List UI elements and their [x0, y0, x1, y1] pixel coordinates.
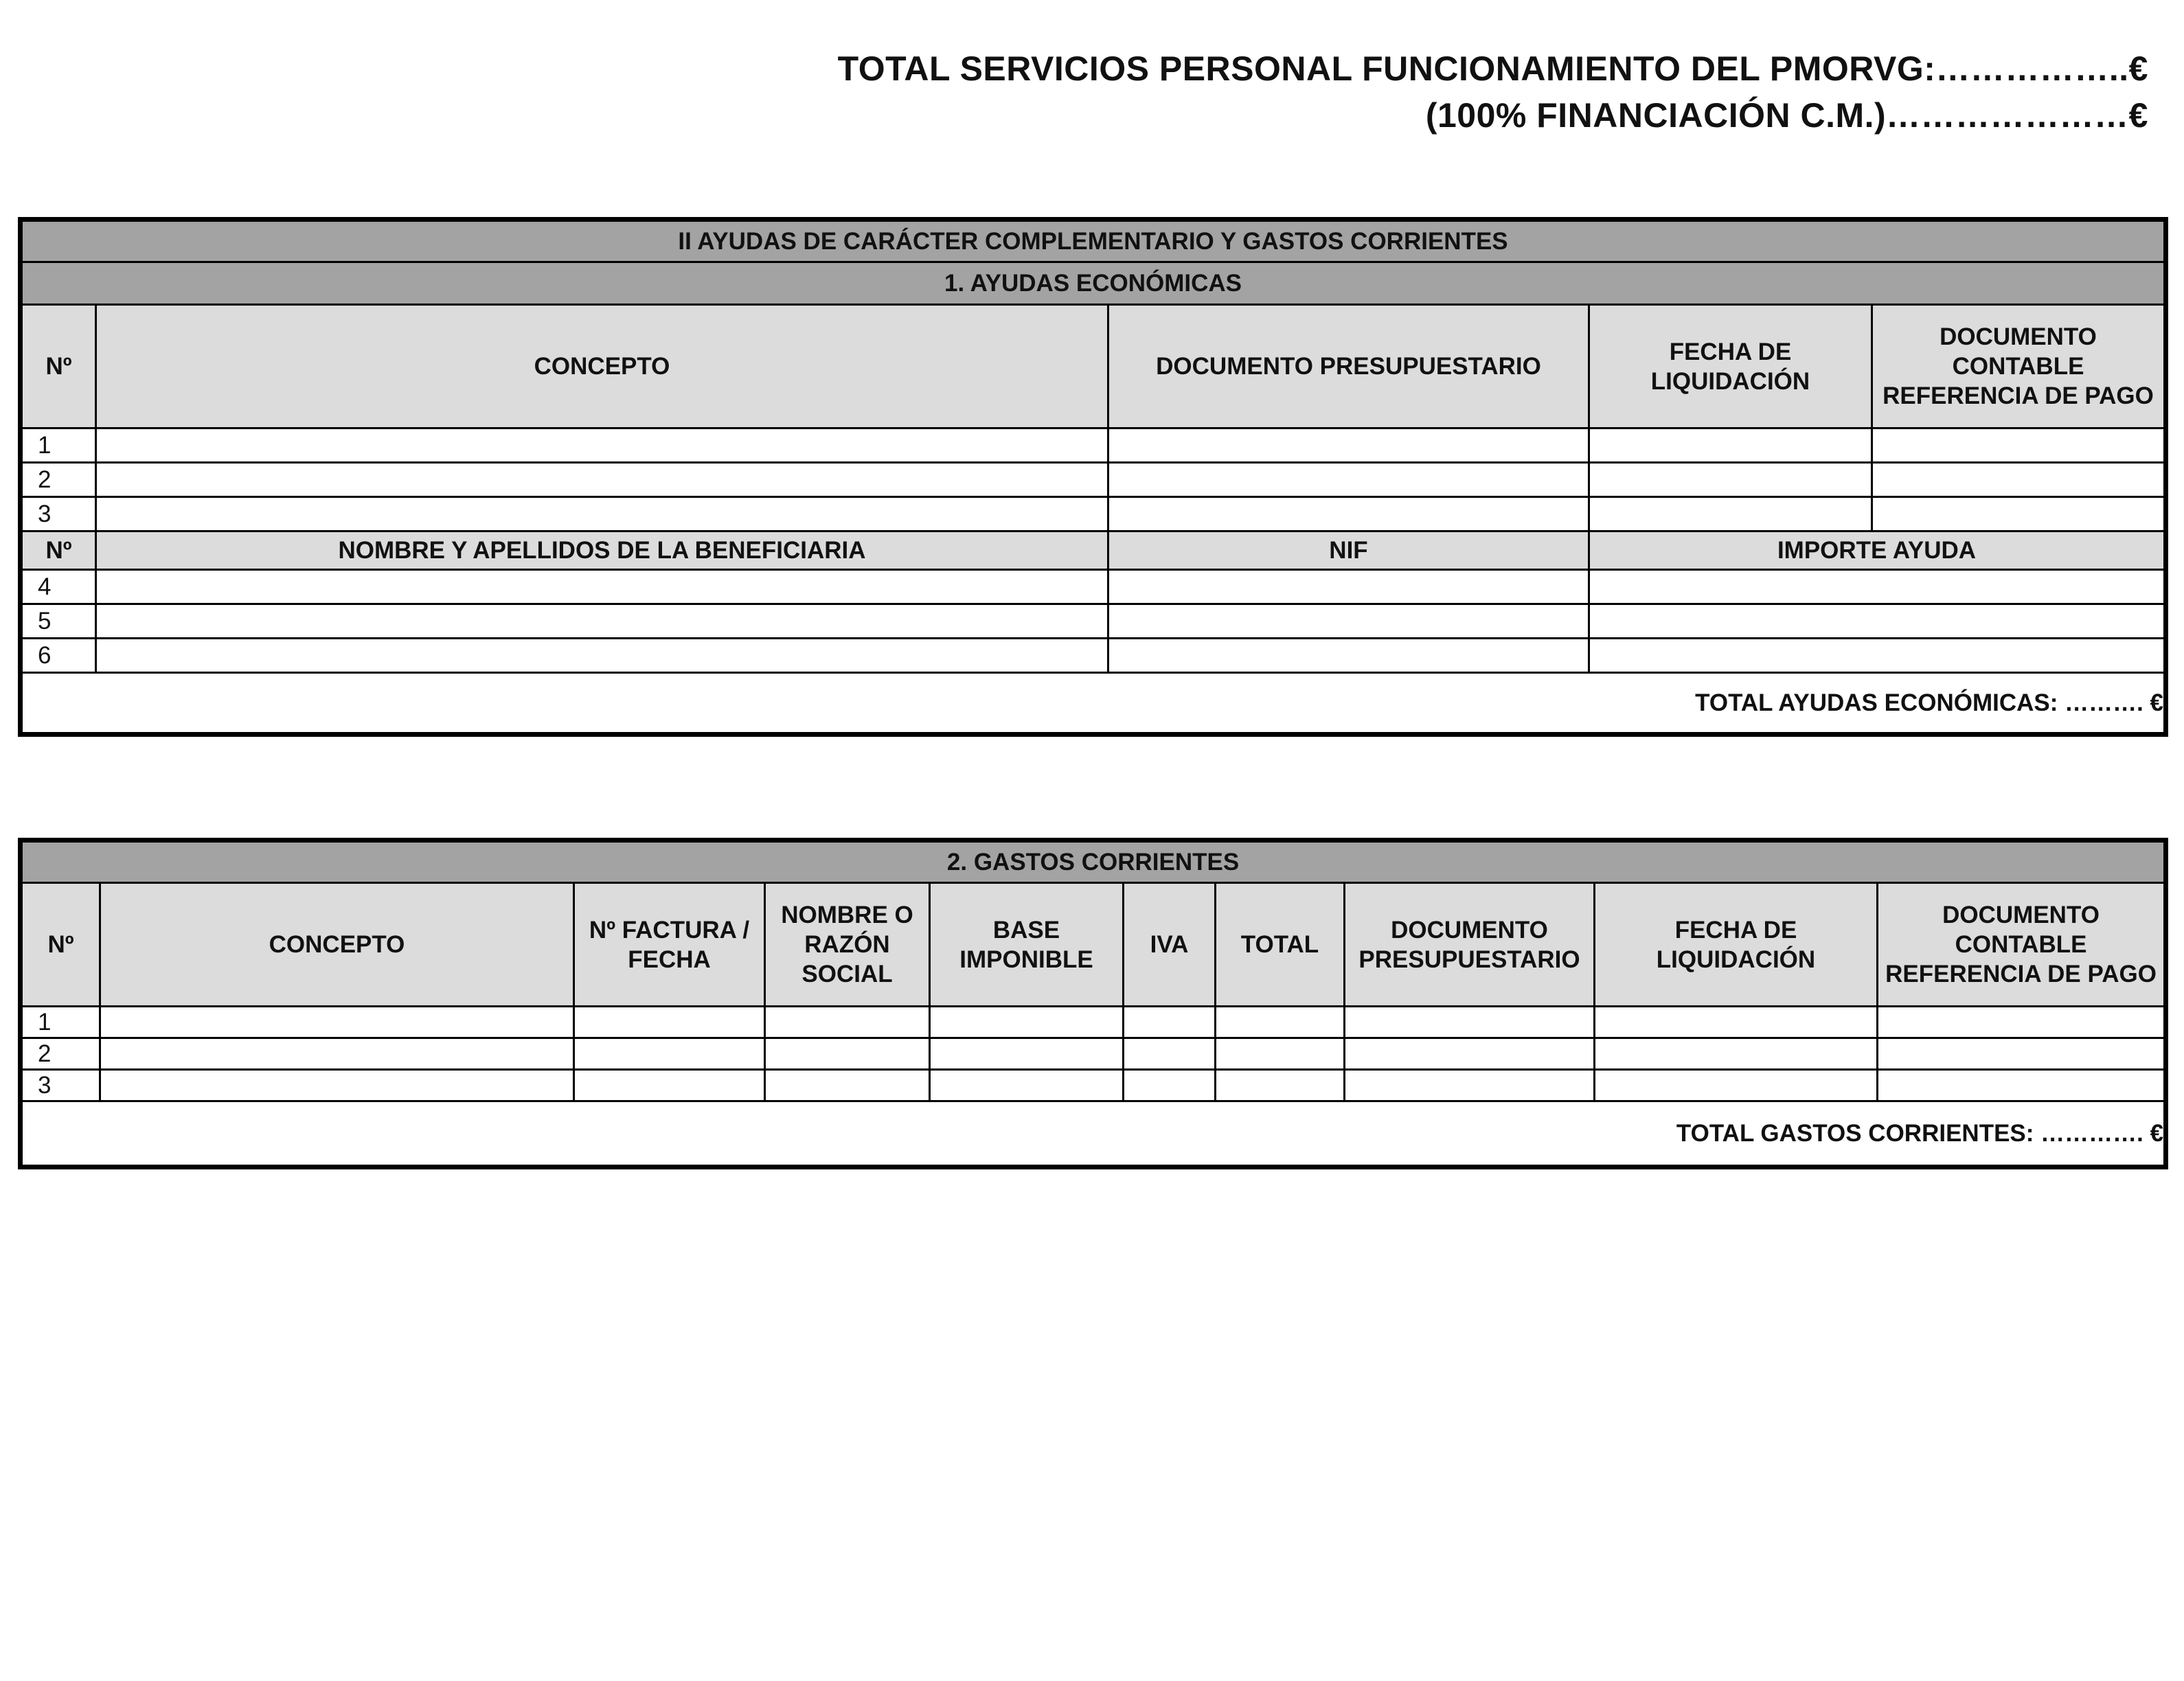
row-number: 1 — [21, 428, 96, 463]
header-financiacion: (100% FINANCIACIÓN C.M.)…………………€ — [1425, 96, 2148, 135]
razon-social-cell[interactable] — [765, 1070, 930, 1101]
col-header-concepto: CONCEPTO — [96, 305, 1108, 428]
table-row — [21, 428, 2166, 463]
factura-fecha-cell[interactable] — [574, 1038, 765, 1070]
doc-contable-cell[interactable] — [1872, 428, 2166, 463]
total-cell[interactable] — [1216, 1038, 1345, 1070]
total-cell[interactable] — [1216, 1007, 1345, 1038]
total-ayudas-economicas: TOTAL AYUDAS ECONÓMICAS: ………. € — [21, 673, 2166, 735]
iva-cell[interactable] — [1124, 1038, 1216, 1070]
razon-social-cell[interactable] — [765, 1007, 930, 1038]
row-number: 6 — [21, 639, 96, 673]
total-cell[interactable] — [1216, 1070, 1345, 1101]
importe-ayuda-cell[interactable] — [1589, 570, 2166, 604]
beneficiaria-header-row — [21, 531, 2166, 570]
doc-presupuestario-cell[interactable] — [1108, 497, 1589, 531]
table-row — [21, 639, 2166, 673]
table-row — [21, 1038, 2166, 1070]
row-number: 2 — [21, 463, 96, 497]
col-header-base-imponible: BASE IMPONIBLE — [930, 883, 1124, 1007]
nombre-beneficiaria-cell[interactable] — [96, 570, 1108, 604]
gastos-corrientes-table — [18, 838, 2168, 1169]
iva-cell[interactable] — [1124, 1007, 1216, 1038]
nif-cell[interactable] — [1108, 570, 1589, 604]
base-imponible-cell[interactable] — [930, 1007, 1124, 1038]
table-row — [21, 570, 2166, 604]
concepto-cell[interactable] — [96, 463, 1108, 497]
col-header-n: Nº — [21, 531, 96, 570]
doc-presupuestario-cell[interactable] — [1345, 1038, 1595, 1070]
nif-cell[interactable] — [1108, 604, 1589, 639]
ayudas-economicas-table — [18, 217, 2168, 737]
document-header — [838, 45, 2148, 139]
concepto-cell[interactable] — [100, 1038, 574, 1070]
table-row — [21, 1007, 2166, 1038]
razon-social-cell[interactable] — [765, 1038, 930, 1070]
row-number: 1 — [21, 1007, 100, 1038]
col-header-razon-social: NOMBRE O RAZÓN SOCIAL — [765, 883, 930, 1007]
col-header-factura-fecha: Nº FACTURA / FECHA — [574, 883, 765, 1007]
nombre-beneficiaria-cell[interactable] — [96, 604, 1108, 639]
ayudas-title: 1. AYUDAS ECONÓMICAS — [21, 262, 2166, 305]
col-header-importe-ayuda: IMPORTE AYUDA — [1589, 531, 2166, 570]
ayudas-title-row — [21, 262, 2166, 305]
table-row — [21, 1070, 2166, 1101]
col-header-iva: IVA — [1124, 883, 1216, 1007]
gastos-title-row — [21, 840, 2166, 883]
table-row — [21, 604, 2166, 639]
doc-presupuestario-cell[interactable] — [1108, 428, 1589, 463]
col-header-doc-contable: DOCUMENTO CONTABLE REFERENCIA DE PAGO — [1872, 305, 2166, 428]
doc-contable-cell[interactable] — [1872, 497, 2166, 531]
nombre-beneficiaria-cell[interactable] — [96, 639, 1108, 673]
row-number: 5 — [21, 604, 96, 639]
fecha-liquidacion-cell[interactable] — [1595, 1038, 1878, 1070]
col-header-doc-presupuestario: DOCUMENTO PRESUPUESTARIO — [1345, 883, 1595, 1007]
fecha-liquidacion-cell[interactable] — [1589, 428, 1872, 463]
section-ii-title: II AYUDAS DE CARÁCTER COMPLEMENTARIO Y GASTOS CORRIENTES — [21, 220, 2166, 262]
header-total-servicios: TOTAL SERVICIOS PERSONAL FUNCIONAMIENTO DEL PMORVG:……………..€ — [837, 49, 2148, 88]
concepto-cell[interactable] — [100, 1007, 574, 1038]
col-header-concepto: CONCEPTO — [100, 883, 574, 1007]
fecha-liquidacion-cell[interactable] — [1589, 463, 1872, 497]
doc-contable-cell[interactable] — [1878, 1007, 2166, 1038]
doc-presupuestario-cell[interactable] — [1345, 1007, 1595, 1038]
col-header-doc-contable: DOCUMENTO CONTABLE REFERENCIA DE PAGO — [1878, 883, 2166, 1007]
row-number: 3 — [21, 497, 96, 531]
iva-cell[interactable] — [1124, 1070, 1216, 1101]
col-header-fecha-liquidacion: FECHA DE LIQUIDACIÓN — [1595, 883, 1878, 1007]
fecha-liquidacion-cell[interactable] — [1589, 497, 1872, 531]
fecha-liquidacion-cell[interactable] — [1595, 1007, 1878, 1038]
concepto-cell[interactable] — [96, 497, 1108, 531]
ayudas-total-row — [21, 673, 2166, 735]
total-gastos-corrientes: TOTAL GASTOS CORRIENTES: …………. € — [21, 1101, 2166, 1167]
row-number: 4 — [21, 570, 96, 604]
col-header-fecha-liquidacion: FECHA DE LIQUIDACIÓN — [1589, 305, 1872, 428]
factura-fecha-cell[interactable] — [574, 1007, 765, 1038]
concepto-cell[interactable] — [96, 428, 1108, 463]
doc-contable-cell[interactable] — [1872, 463, 2166, 497]
fecha-liquidacion-cell[interactable] — [1595, 1070, 1878, 1101]
row-number: 3 — [21, 1070, 100, 1101]
doc-contable-cell[interactable] — [1878, 1038, 2166, 1070]
col-header-nif: NIF — [1108, 531, 1589, 570]
section-ii-title-row — [21, 220, 2166, 262]
base-imponible-cell[interactable] — [930, 1038, 1124, 1070]
base-imponible-cell[interactable] — [930, 1070, 1124, 1101]
col-header-doc-presupuestario: DOCUMENTO PRESUPUESTARIO — [1108, 305, 1589, 428]
importe-ayuda-cell[interactable] — [1589, 639, 2166, 673]
doc-presupuestario-cell[interactable] — [1108, 463, 1589, 497]
importe-ayuda-cell[interactable] — [1589, 604, 2166, 639]
gastos-title: 2. GASTOS CORRIENTES — [21, 840, 2166, 883]
factura-fecha-cell[interactable] — [574, 1070, 765, 1101]
ayudas-header-row — [21, 305, 2166, 428]
table-row — [21, 463, 2166, 497]
gastos-total-row — [21, 1101, 2166, 1167]
gastos-header-row — [21, 883, 2166, 1007]
concepto-cell[interactable] — [100, 1070, 574, 1101]
doc-presupuestario-cell[interactable] — [1345, 1070, 1595, 1101]
col-header-n: Nº — [21, 883, 100, 1007]
col-header-nombre-beneficiaria: NOMBRE Y APELLIDOS DE LA BENEFICIARIA — [96, 531, 1108, 570]
doc-contable-cell[interactable] — [1878, 1070, 2166, 1101]
table-row — [21, 497, 2166, 531]
row-number: 2 — [21, 1038, 100, 1070]
nif-cell[interactable] — [1108, 639, 1589, 673]
col-header-n: Nº — [21, 305, 96, 428]
col-header-total: TOTAL — [1216, 883, 1345, 1007]
